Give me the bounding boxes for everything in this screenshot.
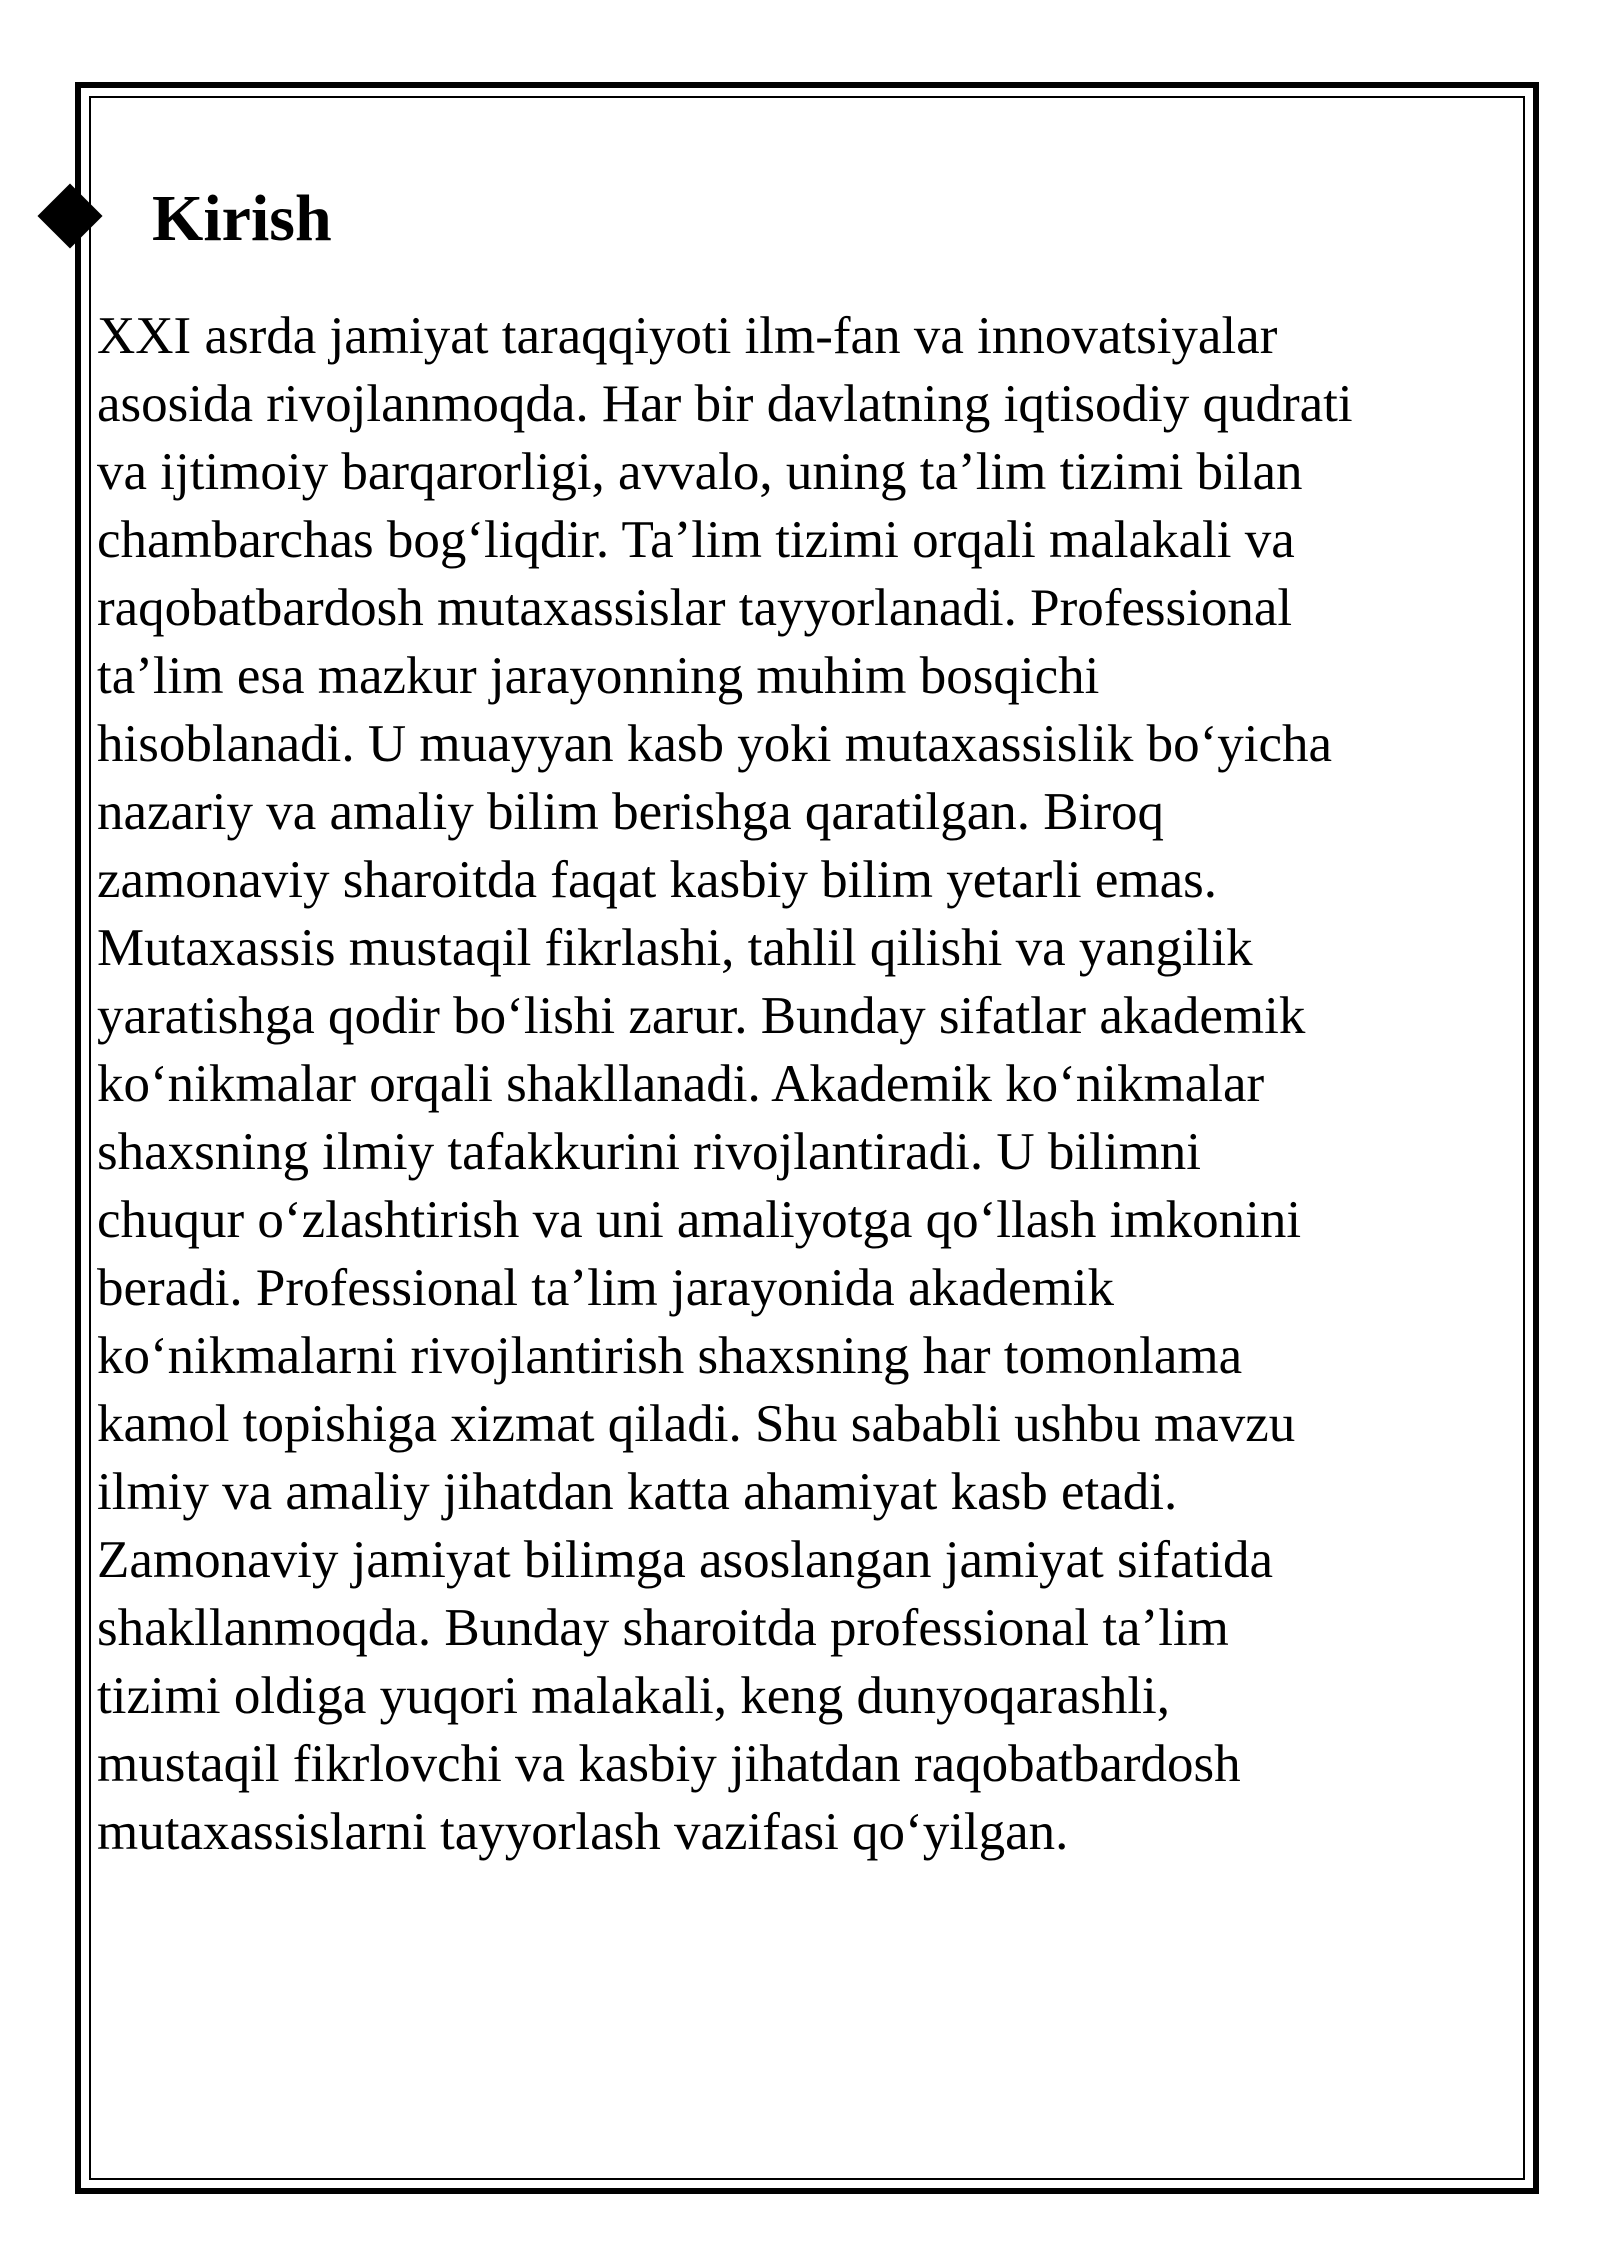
text-line: shaxsning ilmiy tafakkurini rivojlantiradi. U bilimni xyxy=(97,1123,1202,1181)
text-line: shakllanmoqda. Bunday sharoitda professional ta’lim xyxy=(97,1599,1229,1657)
text-line: raqobatbardosh mutaxassislar tayyorlanadi. Professional xyxy=(97,579,1293,637)
body-paragraph xyxy=(97,302,1517,1866)
text-line: va ijtimoiy barqarorligi, avvalo, uning ta’lim tizimi bilan xyxy=(97,443,1303,501)
text-line: chuqur o‘zlashtirish va uni amaliyotga qo‘llash imkonini xyxy=(97,1191,1302,1249)
text-line: mustaqil fikrlovchi va kasbiy jihatdan raqobatbardosh xyxy=(97,1735,1241,1793)
text-line: XXI asrda jamiyat taraqqiyoti ilm-fan va innovatsiyalar xyxy=(97,307,1278,365)
text-line: mutaxassislarni tayyorlash vazifasi qo‘yilgan. xyxy=(97,1803,1069,1861)
section-heading: Kirish xyxy=(152,182,332,255)
text-line: kamol topishiga xizmat qiladi. Shu sababli ushbu mavzu xyxy=(97,1395,1296,1453)
text-line: asosida rivojlanmoqda. Har bir davlatning iqtisodiy qudrati xyxy=(97,375,1353,433)
text-line: Zamonaviy jamiyat bilimga asoslangan jamiyat sifatida xyxy=(97,1531,1273,1589)
text-line: yaratishga qodir bo‘lishi zarur. Bunday sifatlar akademik xyxy=(97,987,1306,1045)
text-line: Mutaxassis mustaqil fikrlashi, tahlil qilishi va yangilik xyxy=(97,919,1253,977)
text-line: tizimi oldiga yuqori malakali, keng dunyoqarashli, xyxy=(97,1667,1171,1725)
text-line: ta’lim esa mazkur jarayonning muhim bosqichi xyxy=(97,647,1100,705)
text-line: zamonaviy sharoitda faqat kasbiy bilim yetarli emas. xyxy=(97,851,1218,909)
text-line: chambarchas bog‘liqdir. Ta’lim tizimi orqali malakali va xyxy=(97,511,1295,569)
text-line: ko‘nikmalar orqali shakllanadi. Akademik ko‘nikmalar xyxy=(97,1055,1265,1113)
text-line: hisoblanadi. U muayyan kasb yoki mutaxassislik bo‘yicha xyxy=(97,715,1332,773)
text-line: beradi. Professional ta’lim jarayonida akademik xyxy=(97,1259,1114,1317)
text-line: nazariy va amaliy bilim berishga qaratilgan. Biroq xyxy=(97,783,1165,841)
text-line: ko‘nikmalarni rivojlantirish shaxsning har tomonlama xyxy=(97,1327,1243,1385)
text-line: ilmiy va amaliy jihatdan katta ahamiyat kasb etadi. xyxy=(97,1463,1178,1521)
